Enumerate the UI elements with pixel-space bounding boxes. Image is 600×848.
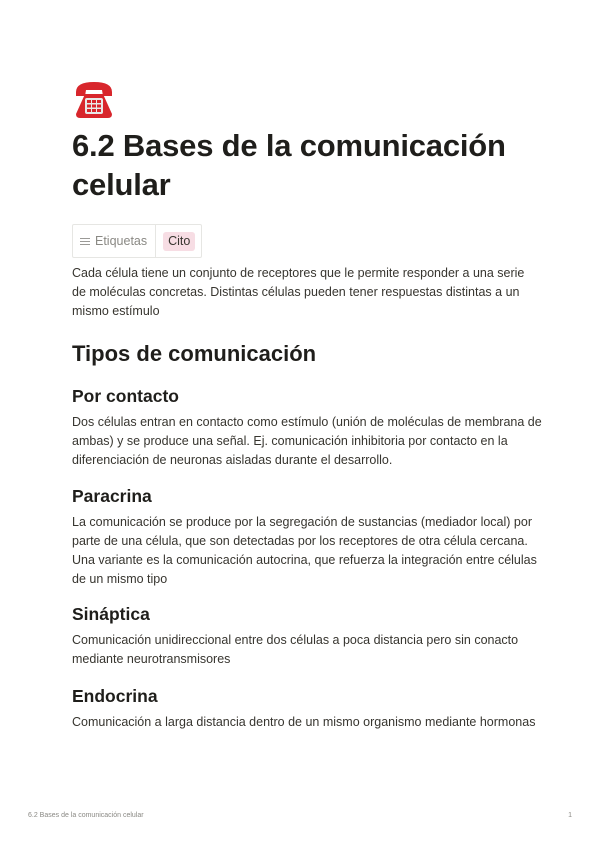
telephone-icon [72,78,116,120]
properties-table [72,224,202,258]
paragraph-sinaptica: Comunicación unidireccional entre dos células a poca distancia pero sin conacto mediante neurotransmisores [72,633,519,666]
page-title: 6.2 Bases de la comunicación celular [72,128,506,202]
property-name[interactable] [73,225,156,257]
footer-page-number: 1 [568,812,572,819]
intro-paragraph: Cada célula tiene un conjunto de receptores que le permite responder a una serie de moléculas concretas. Distintas células pueden tener respuestas distintas a un mismo estímulo [72,266,525,318]
paragraph-paracrina: La comunicación se produce por la segregación de sustancias (mediador local) por parte de una célula, que son detectadas por los receptores de otra célula cercana. Una variante es la comunicación autocrina, que refuerza la integración entre células de un mismo tipo [72,515,537,586]
subheading-paracrina: Paracrina [72,486,152,506]
paragraph-endocrina: Comunicación a larga distancia dentro de un mismo organismo mediante hormonas [72,715,536,729]
property-value[interactable] [156,225,201,257]
subheading-sinaptica: Sináptica [72,604,150,624]
property-label: Etiquetas [95,234,148,248]
subheading-endocrina: Endocrina [72,686,158,706]
paragraph-por-contacto: Dos células entran en contacto como estímulo (unión de moléculas de membrana de ambas) y se produce una señal. Ej. comunicación inhibitoria por contacto en la diferenciación de neuronas aisladas durante el desarrollo. [72,415,542,467]
list-icon [80,237,90,246]
tag-badge[interactable]: Cito [163,232,195,251]
section-heading: Tipos de comunicación [72,341,317,366]
subheading-por-contacto: Por contacto [72,386,179,406]
footer-title: 6.2 Bases de la comunicación celular [28,812,144,819]
